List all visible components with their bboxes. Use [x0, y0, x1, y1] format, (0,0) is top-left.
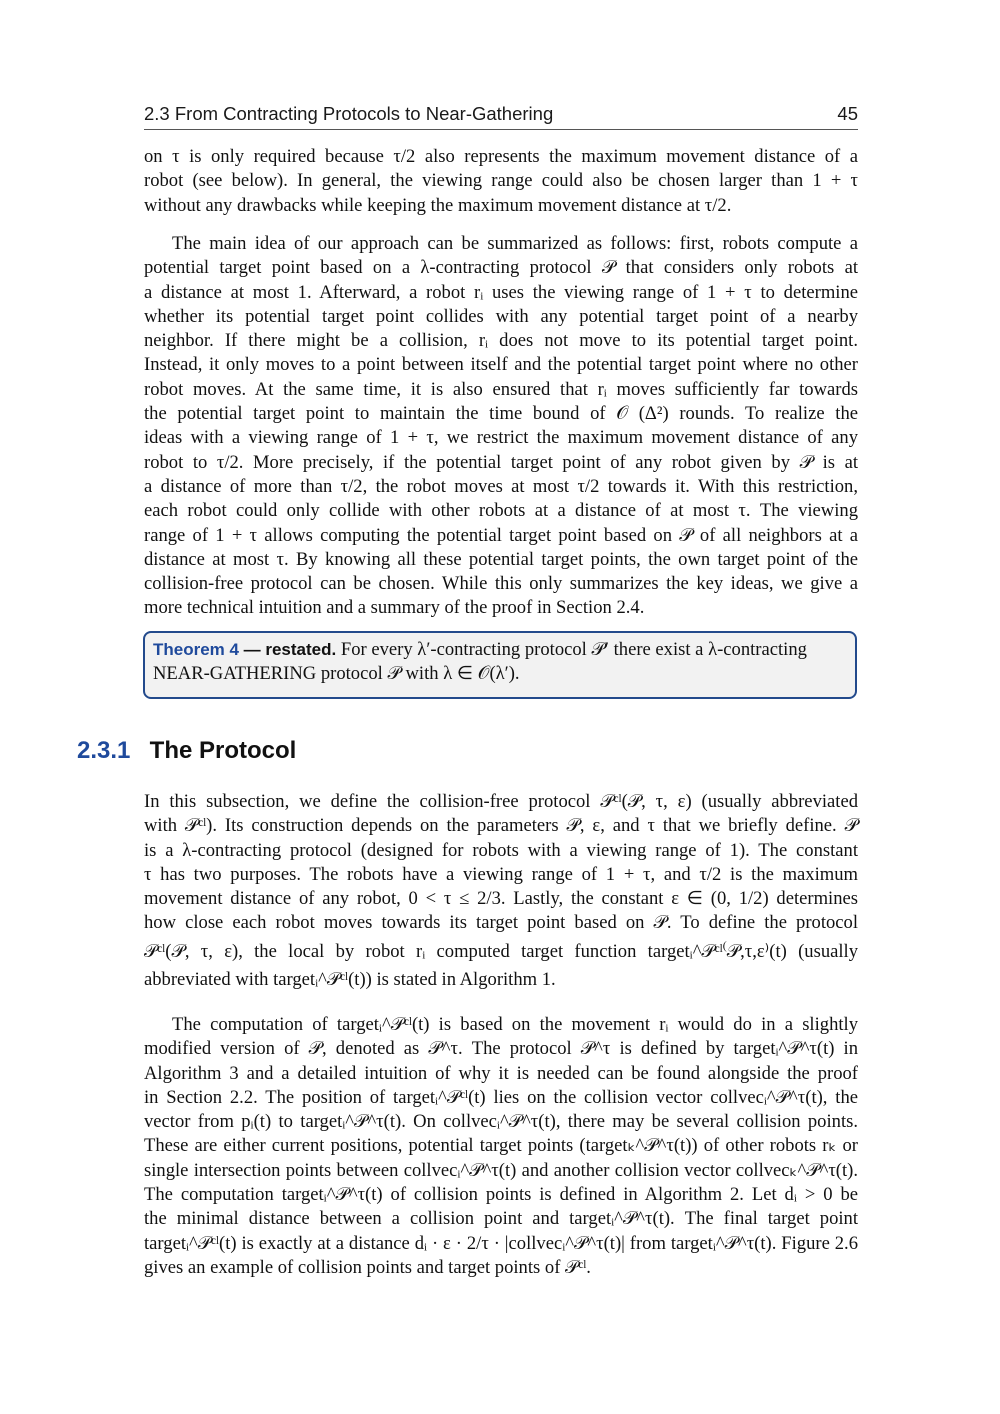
text-line: These are either current positions, potential target points (targetₖ^𝒫^τ(t)) of other robots rₖ or — [144, 1135, 858, 1157]
paragraph-4 — [144, 1013, 858, 1280]
text-line: targetᵢ^𝒫ᶜˡ(t) is exactly at a distance dᵢ · ε · 2/τ · |collvecᵢ^𝒫^τ(t)| from targetᵢ^𝒫^τ(t). Figure 2.6 — [144, 1232, 858, 1254]
page-number: 45 — [837, 103, 858, 124]
paragraph-3 — [144, 790, 858, 992]
text-line: whether its potential target point collides with any potential target point of a nearby — [144, 305, 858, 327]
text-line: on τ is only required because τ/2 also represents the maximum movement distance of a — [144, 146, 858, 167]
text-line: the potential target point to maintain the time bound of 𝒪 (Δ²) rounds. To realize the — [144, 403, 858, 425]
text-line: modified version of 𝒫, denoted as 𝒫^τ. The protocol 𝒫^τ is defined by targetᵢ^𝒫^τ(t) in — [144, 1038, 858, 1060]
text-line: with 𝒫ᶜˡ). Its construction depends on the parameters 𝒫, ε, and τ that we briefly define. 𝒫 — [144, 815, 858, 837]
text-line: abbreviated with targetᵢ^𝒫ᶜˡ(t)) is stated in Algorithm 1. — [144, 969, 556, 991]
text-line: 𝒫ᶜˡ(𝒫, τ, ε), the local by robot rᵢ computed target function targetᵢ^𝒫ᶜˡ⁽𝒫,τ,ε⁾(t) (usually — [144, 940, 858, 962]
text-line: without any drawbacks while keeping the maximum movement distance at τ/2. — [144, 194, 732, 216]
paragraph-2 — [144, 232, 858, 621]
text-line: is a λ-contracting protocol (designed for robots with a viewing range of 1). The constant — [144, 839, 858, 861]
text-line: The main idea of our approach can be summarized as follows: first, robots compute a — [172, 233, 858, 254]
text-line: ideas with a viewing range of 1 + τ, we restrict the maximum movement distance of any — [144, 427, 858, 449]
text-line: a distance at most 1. Afterward, a robot rᵢ uses the viewing range of 1 + τ to determine — [144, 281, 858, 303]
text-line: The computation targetᵢ^𝒫^τ(t) of collision points is defined in Algorithm 2. Let dᵢ > 0 be — [144, 1184, 858, 1206]
theorem-statement-line-1: For every λ′-contracting protocol 𝒫′ there exist a λ-contracting — [340, 639, 807, 660]
section-heading — [77, 737, 877, 765]
text-line: robot moves. At the same time, it is also ensured that rᵢ moves sufficiently far towards — [144, 378, 858, 400]
text-line: the minimal distance between a collision point and targetᵢ^𝒫^τ(t). The final target point — [144, 1208, 858, 1230]
text-line: single intersection points between collvecᵢ^𝒫^τ(t) and another collision vector collvecₖ^𝒫^τ(t). — [144, 1159, 858, 1181]
text-line: robot to τ/2. More precisely, if the potential target point of any robot given by 𝒫 is at — [144, 451, 858, 473]
text-line: τ has two purposes. The robots have a viewing range of 1 + τ, and τ/2 is the maximum — [144, 863, 858, 885]
text-line: Instead, it only moves to a point between itself and the potential target point where no other — [144, 354, 858, 376]
section-title: The Protocol — [149, 737, 297, 764]
text-line: a distance of more than τ/2, the robot moves at most τ/2 towards it. With this restriction, — [144, 475, 858, 497]
theorem-statement-line-2: NEAR-GATHERING protocol 𝒫 with λ ∈ 𝒪(λ′). — [153, 663, 520, 685]
text-line: The computation of targetᵢ^𝒫ᶜˡ(t) is based on the movement rᵢ would do in a slightly — [172, 1014, 858, 1035]
text-line: range of 1 + τ allows computing the potential target point based on 𝒫 of all neighbors at a — [144, 524, 858, 546]
text-line: gives an example of collision points and target points of 𝒫ᶜˡ. — [144, 1256, 591, 1278]
paragraph-1 — [144, 145, 858, 218]
text-line: each robot could only collide with other robots at a distance of at most τ. The viewing — [144, 500, 858, 522]
text-line: In this subsection, we define the collision-free protocol 𝒫ᶜˡ(𝒫, τ, ε) (usually abbreviated — [144, 791, 858, 812]
theorem-qualifier: — restated. — [243, 640, 337, 659]
section-number: 2.3.1 — [77, 737, 131, 764]
theorem-box — [143, 631, 857, 699]
text-line: collision-free protocol can be chosen. While this only summarizes the key ideas, we give a — [144, 573, 858, 595]
text-line: in Section 2.2. The position of targetᵢ^𝒫ᶜˡ(t) lies on the collision vector collvecᵢ^𝒫^τ(t), the — [144, 1086, 858, 1108]
text-line: vector from pᵢ(t) to targetᵢ^𝒫^τ(t). On collvecᵢ^𝒫^τ(t), there may be several collision points. — [144, 1111, 858, 1133]
text-line: neighbor. If there might be a collision, rᵢ does not move to its potential target point. — [144, 330, 858, 352]
theorem-line-1 — [153, 638, 847, 662]
text-line: movement distance of any robot, 0 < τ ≤ 2/3. Lastly, the constant ε ∈ (0, 1/2) determines — [144, 888, 858, 910]
running-head — [144, 101, 858, 130]
theorem-label: Theorem 4 — [153, 640, 239, 659]
text-line: how close each robot moves towards its target point based on 𝒫. To define the protocol — [144, 912, 858, 934]
text-line: potential target point based on a λ-contracting protocol 𝒫 that considers only robots at — [144, 257, 858, 279]
text-line: robot (see below). In general, the viewing range could also be chosen larger than 1 + τ — [144, 170, 858, 192]
text-line: more technical intuition and a summary of the proof in Section 2.4. — [144, 597, 645, 619]
text-line: distance at most τ. By knowing all these potential target points, the own target point of the — [144, 548, 858, 570]
text-line: Algorithm 3 and a detailed intuition of why it is needed can be found alongside the proof — [144, 1062, 858, 1084]
running-head-title: 2.3 From Contracting Protocols to Near-Gathering — [144, 103, 554, 124]
